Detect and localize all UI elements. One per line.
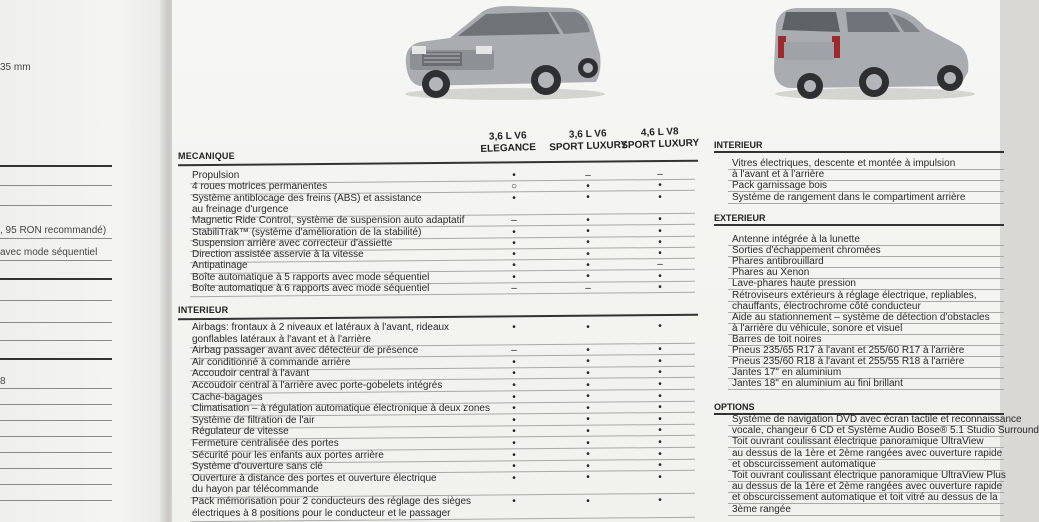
availability-mark: • (512, 496, 516, 507)
availability-mark: • (512, 271, 516, 283)
column-header-elegance (478, 130, 539, 156)
availability-mark: • (658, 379, 662, 390)
availability-mark: • (586, 214, 590, 226)
availability-mark: • (586, 472, 590, 484)
availability-mark: • (512, 403, 516, 415)
spec-row-label: au dessus de la 1ère et 2ème rangées avec ouverture rapide (732, 447, 1003, 459)
availability-mark: • (512, 322, 516, 333)
section-rule (714, 224, 1004, 226)
availability-mark: • (658, 344, 662, 356)
availability-mark: • (658, 448, 662, 460)
previous-page (0, 0, 168, 522)
availability-mark: • (658, 225, 662, 237)
left-rule (0, 185, 112, 186)
availability-mark: • (586, 237, 590, 249)
availability-mark: • (658, 321, 662, 332)
column-header-sport-luxury-v6 (548, 128, 629, 155)
section-title: MECANIQUE (178, 151, 235, 161)
availability-mark: • (512, 438, 516, 449)
column-trim: SPORT LUXURY (549, 139, 628, 154)
left-rule (0, 205, 112, 206)
spec-row-label: à l'arrière du véhicule, sonore et visuel (732, 322, 903, 334)
availability-mark: • (586, 356, 590, 368)
spec-row-label: Ouverture à distance des portes et ouverture électrique (192, 472, 437, 484)
availability-mark: • (586, 259, 590, 271)
spec-row-label: Direction assistée asservie à la vitesse (192, 249, 364, 261)
spec-row-label: Boîte automatique à 6 rapports avec mode séquentiel (192, 283, 430, 294)
column-header-sport-luxury-v8 (620, 126, 701, 153)
spec-row-label: vocale, changeur 6 CD et Système Audio Bose® 5.1 Studio Surround (732, 425, 1039, 437)
left-rule (0, 388, 112, 389)
brochure-page (172, 0, 1039, 522)
availability-mark: • (658, 495, 662, 506)
availability-mark: • (512, 426, 516, 438)
spec-row-label: Aide au stationnement – système de détection d'obstacles (732, 311, 990, 323)
spec-row-label: Régulateur de vitesse (192, 426, 289, 438)
availability-mark: – (657, 259, 663, 271)
availability-mark: • (586, 414, 590, 426)
left-rule (0, 165, 112, 167)
availability-mark: – (511, 283, 517, 294)
availability-mark: • (658, 355, 662, 367)
availability-mark: • (658, 460, 662, 472)
availability-mark: – (511, 345, 517, 357)
section-rule (178, 314, 698, 321)
spec-row-label: Système de filtration de l'air (192, 414, 315, 426)
spec-row-label: Lave-phares haute pression (732, 278, 856, 290)
spec-row-label: et obscurcissement automatique (732, 458, 876, 470)
availability-mark: • (586, 321, 590, 333)
availability-mark: • (512, 380, 516, 391)
spec-row-label: Propulsion (192, 170, 240, 181)
spec-row-label: Système antiblocage des freins (ABS) et assistance (192, 192, 422, 204)
left-rule (0, 420, 112, 421)
availability-mark: • (658, 214, 662, 226)
left-rule (0, 404, 112, 405)
availability-mark: • (586, 449, 590, 461)
spec-row-label: Système d'ouverture sans clé (192, 461, 323, 473)
spec-row-label: Pneus 235/60 R18 à l'avant et 255/55 R18 à l'arrière (732, 356, 965, 368)
section-title: OPTIONS (714, 402, 755, 412)
availability-mark: ○ (510, 181, 518, 193)
spec-row-label: Fermeture centralisée des portes (192, 438, 339, 449)
spec-row-label: du hayon par télécommande (192, 484, 319, 496)
availability-mark: • (658, 180, 662, 192)
availability-mark: • (586, 460, 590, 472)
spec-row-label: Toit ouvrant coulissant électrique panoramique UltraView Plus (732, 470, 1006, 481)
spec-row-label: Antipatinage (192, 260, 248, 272)
availability-mark: • (512, 391, 516, 403)
availability-mark: – (511, 215, 517, 227)
spec-row-label: chauffants, électrochrome côté conducteur (732, 300, 921, 312)
availability-mark: • (658, 236, 662, 248)
availability-mark: • (658, 270, 662, 282)
left-rule (0, 452, 112, 453)
left-fragment: 8 (0, 376, 6, 387)
spec-row-label: 3ème rangée (732, 503, 791, 515)
availability-mark: • (658, 402, 662, 414)
spec-row-label: Système de rangement dans le compartiment arrière (732, 191, 966, 203)
left-rule (0, 468, 112, 469)
availability-mark: – (657, 169, 663, 180)
spec-row-label: Antenne intégrée à la lunette (732, 234, 860, 245)
spec-row-label: à l'avant et à l'arrière (732, 169, 825, 181)
availability-mark: • (512, 461, 516, 473)
spec-row-label: au freinage d'urgence (192, 203, 289, 215)
spec-row-label: Phares au Xenon (732, 267, 810, 279)
row-rule (728, 389, 1004, 390)
spec-row-label: Phares antibrouillard (732, 256, 824, 268)
spec-row-label: et obscurcissement automatique et toit vitré au dessus de la (732, 492, 998, 504)
availability-mark: • (658, 390, 662, 402)
column-engine: 3,6 L V6 (568, 128, 607, 141)
availability-mark: • (658, 425, 662, 437)
availability-mark: • (586, 437, 590, 449)
availability-mark: • (586, 180, 590, 192)
availability-mark: • (586, 271, 590, 283)
left-fragment: , 95 RON recommandé) (0, 225, 107, 236)
spec-row-label: Magnetic Ride Control, système de suspension auto adaptatif (192, 215, 465, 227)
availability-mark: • (586, 391, 590, 403)
availability-mark: • (586, 248, 590, 260)
spec-row-label: Suspension arrière avec correcteur d'assiette (192, 237, 393, 249)
car-rear-image (770, 2, 980, 102)
availability-mark: • (512, 237, 516, 249)
availability-mark: • (586, 226, 590, 237)
section-rule (714, 151, 1004, 153)
left-fragment: avec mode séquentiel (0, 247, 98, 258)
availability-mark: • (586, 402, 590, 414)
availability-mark: • (586, 367, 590, 379)
column-engine: 3,6 L V6 (488, 130, 527, 143)
column-trim: ELEGANCE (480, 142, 537, 155)
spec-row-label: Accoudoir central à l'avant (192, 368, 309, 380)
spec-row-label: Jantes 17" en aluminium (732, 367, 842, 379)
section-rule (178, 160, 698, 167)
availability-mark: • (512, 414, 516, 426)
availability-mark: • (512, 260, 516, 272)
availability-mark: • (512, 226, 516, 238)
spec-row-label: Système de navigation DVD avec écran tactile et reconnaissance (732, 414, 1022, 425)
left-rule (0, 500, 112, 501)
availability-mark: • (512, 449, 516, 461)
column-trim: SPORT LUXURY (621, 137, 700, 152)
availability-mark: • (512, 356, 516, 368)
availability-mark: • (586, 344, 590, 356)
availability-mark: • (512, 170, 516, 181)
availability-mark: • (512, 368, 516, 380)
left-rule (0, 260, 112, 261)
spec-row-label: 4 roues motrices permanentes (192, 181, 328, 193)
spec-row-label: Sécurité pour les enfants aux portes arrière (192, 449, 384, 461)
spec-row-label: Climatisation – à régulation automatique électronique à deux zones (192, 403, 490, 415)
availability-mark: • (512, 249, 516, 261)
row-rule (728, 515, 1004, 516)
left-rule (0, 358, 112, 360)
section-title: INTERIEUR (714, 140, 763, 150)
spec-row-label: StabiliTrak™ (système d'amélioration de la stabilité) (192, 226, 422, 238)
availability-mark: • (658, 282, 662, 293)
section-title: EXTERIEUR (714, 213, 766, 223)
spec-row-label: Air conditionné à commande arrière (192, 356, 351, 368)
spec-row-label: Jantes 18" en aluminium au fini brillant (732, 378, 903, 390)
availability-mark: • (658, 367, 662, 379)
left-rule (0, 340, 112, 341)
availability-mark: • (658, 248, 662, 260)
availability-mark: • (658, 437, 662, 448)
spec-row-label: électriques à 8 positions pour le conducteur et le passager (192, 507, 451, 519)
left-rule (0, 322, 112, 323)
availability-mark: – (585, 282, 591, 294)
spec-row-label: Barres de toit noires (732, 333, 822, 345)
spec-row-label: gonflables latéraux à l'avant et à l'arrière (192, 333, 371, 345)
left-rule (0, 436, 112, 437)
availability-mark: • (658, 471, 662, 483)
spec-row-label: Accoudoir central à l'arrière avec porte-gobelets intégrés (192, 380, 443, 391)
section-title: INTERIEUR (178, 305, 229, 315)
spec-row-label: Pneus 235/65 R17 à l'avant et 255/60 R17 à l'arrière (732, 345, 965, 356)
spec-row-label: Sorties d'échappement chromées (732, 245, 881, 257)
spec-row-label: Vitres électriques, descente et montée à impulsion (732, 158, 956, 169)
availability-mark: • (586, 425, 590, 437)
left-rule (0, 300, 112, 301)
spec-row-label: Boîte automatique à 5 rapports avec mode séquentiel (192, 271, 430, 283)
spec-row-label: Pack garnissage bois (732, 180, 828, 192)
availability-mark: • (586, 192, 590, 204)
availability-mark: • (586, 379, 590, 391)
left-rule (0, 484, 112, 485)
availability-mark: • (658, 413, 662, 425)
spec-row-label: au dessus de la 1ère et 2ème rangées avec ouverture rapide (732, 481, 1003, 493)
row-rule (728, 203, 1004, 204)
availability-mark: • (586, 495, 590, 507)
left-fragment: 35 mm (0, 62, 31, 73)
spec-row-label: Cache-bagages (192, 391, 263, 403)
availability-mark: • (512, 472, 516, 484)
left-rule (0, 278, 112, 280)
spec-row-label: Airbag passager avant avec détecteur de présence (192, 345, 419, 357)
spec-row-label: Pack mémorisation pour 2 conducteurs des réglage des sièges (192, 496, 472, 507)
left-rule (0, 238, 112, 239)
spec-row-label: Rétroviseurs extérieurs à réglage électrique, repliables, (732, 289, 977, 301)
spec-row-label: Airbags: frontaux à 2 niveaux et latéraux à l'avant, rideaux (192, 322, 450, 333)
spec-row-label: Toit ouvrant coulissant électrique panoramique UltraView (732, 436, 984, 448)
column-engine: 4,6 L V8 (640, 126, 679, 139)
car-front-image (400, 2, 610, 102)
availability-mark: • (658, 191, 662, 203)
availability-mark: • (512, 192, 516, 204)
availability-mark: – (585, 169, 591, 181)
